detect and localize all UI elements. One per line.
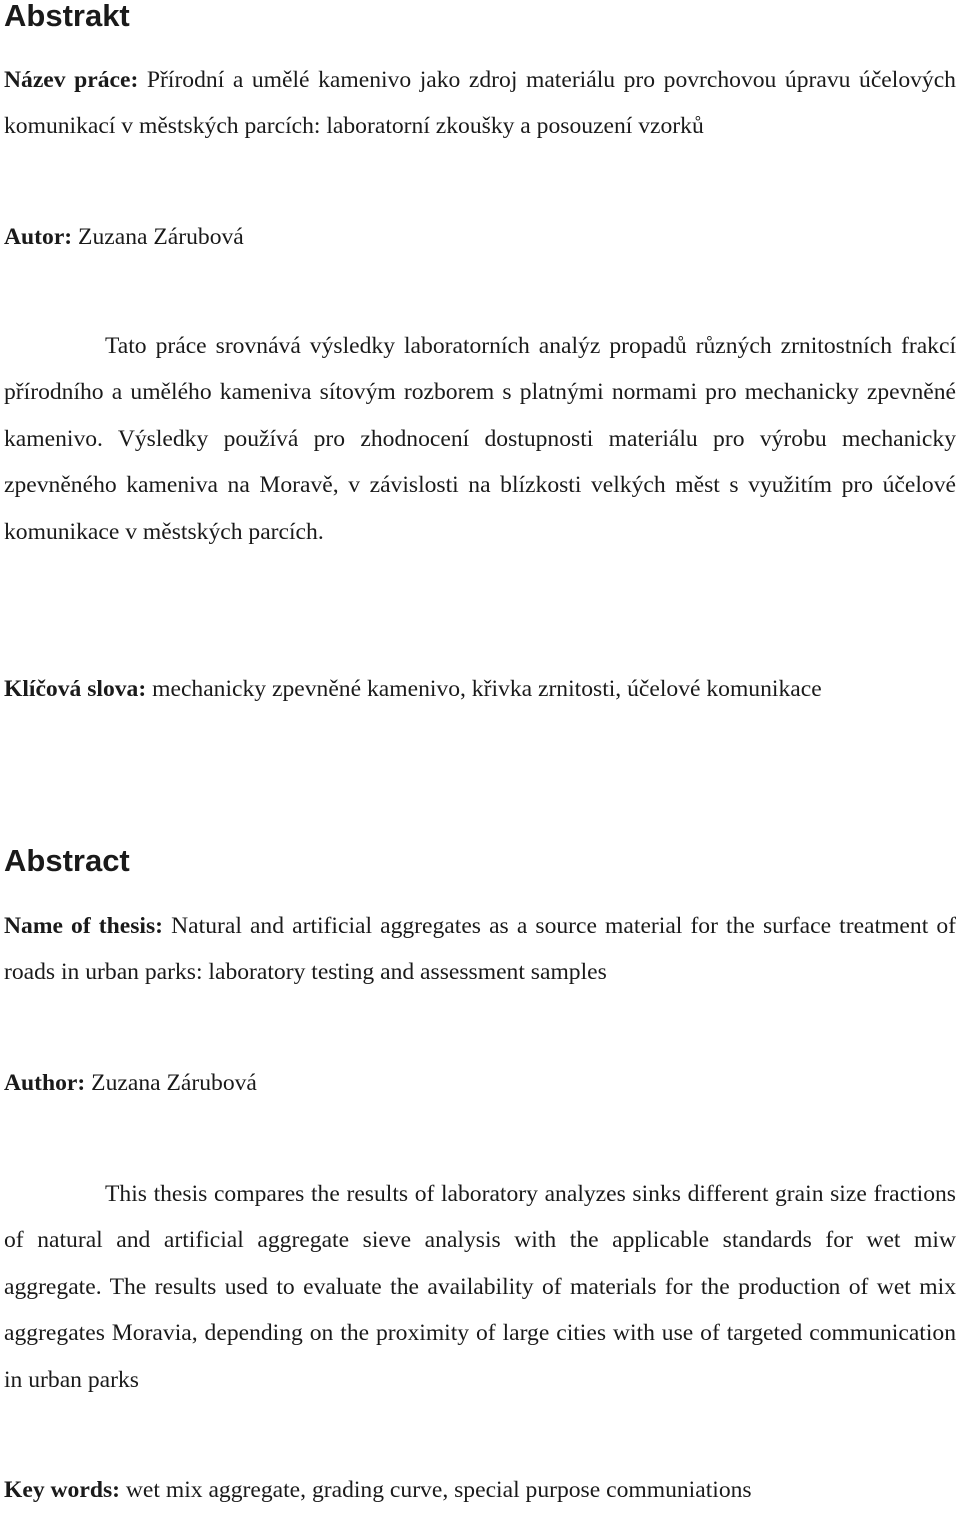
- english-title-label: Name of thesis:: [4, 913, 164, 939]
- czech-title-value: Přírodní a umělé kamenivo jako zdroj materiálu pro povrchovou úpravu účelových komunikací v městských parcích: laboratorní zkoušky a posouzení vzorků: [4, 67, 956, 140]
- english-keywords-value: wet mix aggregate, grading curve, special purpose communiations: [120, 1477, 752, 1503]
- czech-keywords-value: mechanicky zpevněné kamenivo, křivka zrnitosti, účelové komunikace: [146, 676, 822, 702]
- english-author-label: Author:: [4, 1070, 86, 1096]
- english-keywords: [4, 1467, 956, 1513]
- czech-title-label: Název práce:: [4, 67, 139, 93]
- english-abstract-body: This thesis compares the results of laboratory analyzes sinks different grain size fractions of natural and artificial aggregate sieve analysis with the applicable standards for wet miw aggregate. The results used to evaluate the availability of materials for the production of wet mix aggregates Moravia, depending on the proximity of large cities with use of targeted communication in urban parks: [4, 1181, 956, 1393]
- czech-author: [4, 214, 956, 260]
- czech-abstract-heading: Abstrakt: [4, 0, 130, 33]
- english-author: [4, 1060, 956, 1106]
- english-abstract-heading: Abstract: [4, 843, 130, 878]
- czech-keywords-label: Klíčová slova:: [4, 676, 147, 702]
- czech-thesis-title: [4, 57, 956, 150]
- czech-abstract-body: Tato práce srovnává výsledky laboratorních analýz propadů různých zrnitostních frakcí přírodního a umělého kameniva sítovým rozborem s platnými normami pro mechanicky zpevněné kamenivo. Výsledky používá pro zhodnocení dostupnosti materiálu pro výrobu mechanicky zpevněného kameniva na Moravě, v závislosti na blízkosti velkých měst s využitím pro účelové komunikace v městských parcích.: [4, 333, 956, 545]
- czech-keywords: [4, 666, 956, 712]
- english-thesis-title: [4, 903, 956, 996]
- english-title-value: Natural and artificial aggregates as a source material for the surface treatment of roads in urban parks: laboratory testing and assessment samples: [4, 913, 956, 986]
- czech-author-label: Autor:: [4, 224, 73, 250]
- english-author-value: Zuzana Zárubová: [85, 1070, 257, 1096]
- czech-author-value: Zuzana Zárubová: [72, 224, 244, 250]
- english-keywords-label: Key words:: [4, 1477, 120, 1503]
